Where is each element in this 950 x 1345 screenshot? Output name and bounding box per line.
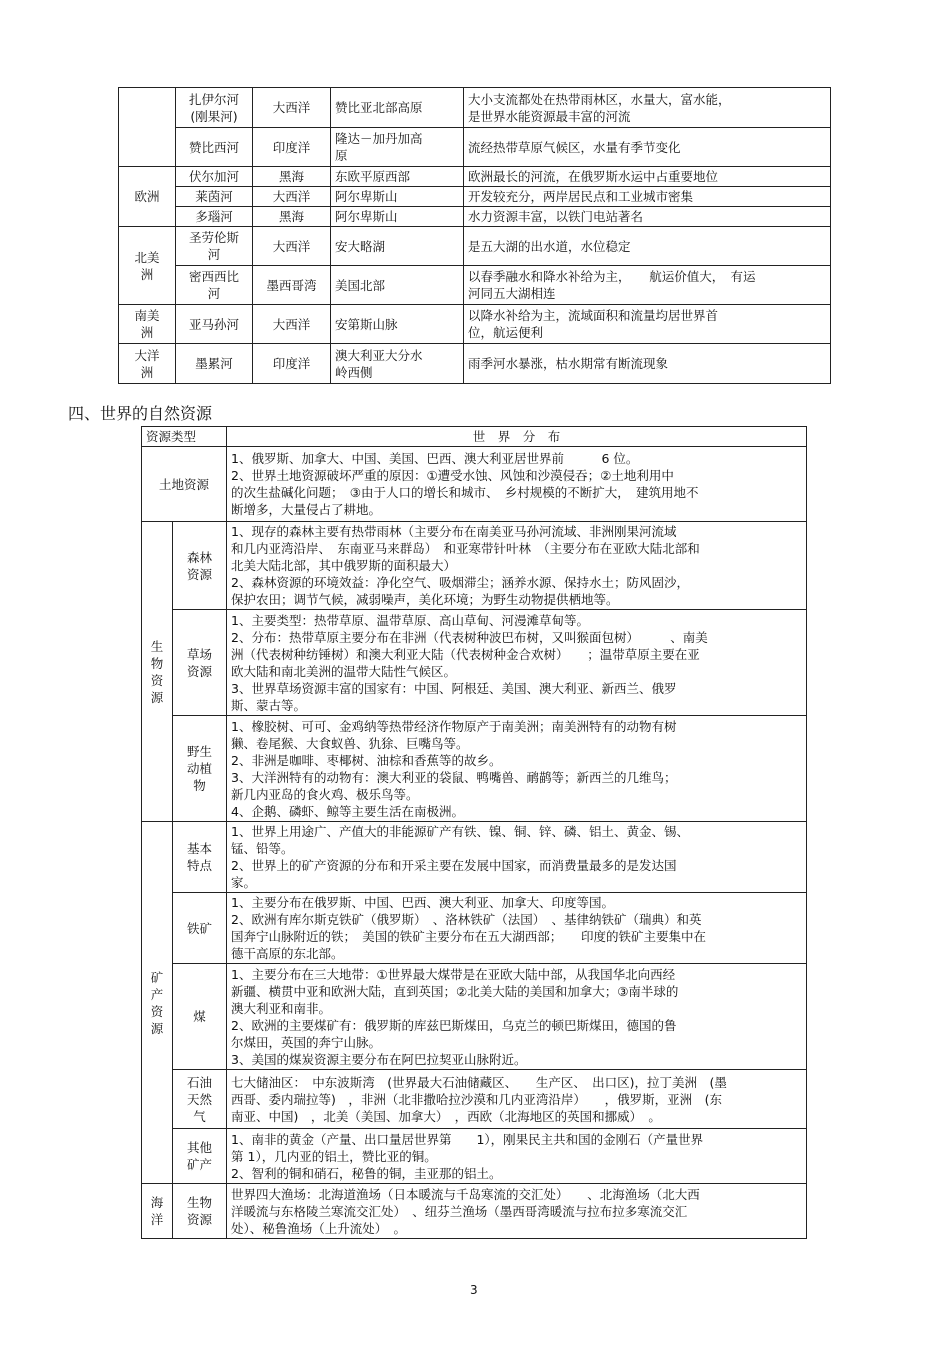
mineral-resource-label: 矿 产 资 源 (142, 822, 173, 1184)
ocean-name: 印度洋 (253, 128, 331, 167)
table-row (142, 447, 807, 522)
table-row (119, 207, 831, 227)
river-feature: 欧洲最长的河流，在俄罗斯水运中占重要地位 (464, 167, 831, 187)
table-row (142, 893, 807, 964)
ocean-name: 印度洋 (253, 344, 331, 384)
table-row (142, 716, 807, 822)
ocean-name: 黑海 (253, 167, 331, 187)
marine-bio-label: 生物 资源 (173, 1184, 227, 1239)
river-source: 赞比亚北部高原 (331, 88, 464, 128)
header-distribution: 世 界 分 布 (227, 427, 807, 447)
table-row (142, 1184, 807, 1239)
region-cell: 大洋 洲 (119, 344, 176, 384)
river-source: 安大略湖 (331, 227, 464, 266)
marine-bio-text: 世界四大渔场：北海道渔场（日本暖流与千岛寒流的交汇处） 、北海渔场（北大西 洋暖流与东格陵兰寒流交汇处） 、纽芬兰渔场（墨西哥湾暖流与拉布拉多寒流交汇 处）、秘鲁渔场（上升流处） 。 (227, 1184, 807, 1239)
table-row (142, 522, 807, 610)
ocean-name: 大西洋 (253, 88, 331, 128)
river-source: 安第斯山脉 (331, 305, 464, 344)
table-row (119, 227, 831, 266)
forest-text: 1、现存的森林主要有热带雨林（主要分布在南美亚马孙河流域、非洲刚果河流域 和几内亚湾沿岸、 东南亚马来群岛） 和亚寒带针叶林 （主要分布在亚欧大陆北部和 北美大陆北部，其中俄罗斯的面积最大） 2、森林资源的环境效益：净化空气、吸烟滞尘；涵养水源、保持水土；防风固沙， 保护农田；调节气候，减弱噪声，美化环境；为野生动物提供栖地等。 (227, 522, 807, 610)
section-heading: 四、世界的自然资源 (68, 404, 213, 423)
river-source: 美国北部 (331, 266, 464, 305)
table-row (119, 266, 831, 305)
grassland-text: 1、主要类型：热带草原、温带草原、高山草甸、河漫滩草甸等。 2、分布：热带草原主要分布在非洲（代表树种波巴布树，又叫猴面包树） 、南美 洲（代表树种纺锤树）和澳大利亚大陆（代表树种金合欢树） ；温带草原主要在亚 欧大陆和南北美洲的温带大陆性气候区。 3、世界草场资源丰富的国家有：中国、阿根廷、美国、澳大利亚、新西兰、俄罗 斯、蒙古等。 (227, 610, 807, 716)
table-row (142, 610, 807, 716)
iron-text: 1、主要分布在俄罗斯、中国、巴西、澳大利亚、加拿大、印度等国。 2、欧洲有库尔斯克铁矿（俄罗斯） 、洛林铁矿（法国） 、基律纳铁矿（瑞典）和英 国奔宁山脉附近的铁； 美国的铁矿主要分布在五大湖西部； 印度的铁矿主要集中在 德干高原的东北部。 (227, 893, 807, 964)
forest-label: 森林 资源 (173, 522, 227, 610)
river-name: 扎伊尔河 (刚果河) (176, 88, 253, 128)
table-row (119, 128, 831, 167)
region-cell (119, 88, 176, 167)
mineral-basic-label: 基本 特点 (173, 822, 227, 893)
table-row (119, 344, 831, 384)
river-name: 亚马孙河 (176, 305, 253, 344)
river-name: 赞比西河 (176, 128, 253, 167)
river-name: 密西西比 河 (176, 266, 253, 305)
river-name: 圣劳伦斯 河 (176, 227, 253, 266)
oil-gas-text: 七大储油区： 中东波斯湾 (世界最大石油储藏区、 生产区、 出口区)，拉丁美洲 (墨 西哥、委内瑞拉等) ，非洲（北非撒哈拉沙漠和几内亚湾沿岸） ，俄罗斯，亚洲 (东 南亚、中国) ，北美（美国、加拿大） ，西欧（北海地区的英国和挪威） 。 (227, 1070, 807, 1129)
oil-gas-label: 石油 天然 气 (173, 1070, 227, 1129)
grassland-label: 草场 资源 (173, 610, 227, 716)
bio-resource-label: 生 物 资 源 (142, 522, 173, 822)
river-name: 墨累河 (176, 344, 253, 384)
river-name: 多瑙河 (176, 207, 253, 227)
region-cell: 北美 洲 (119, 227, 176, 305)
rivers-table (118, 87, 831, 384)
river-feature: 开发较充分，两岸居民点和工业城市密集 (464, 187, 831, 207)
wildlife-label: 野生 动植 物 (173, 716, 227, 822)
coal-text: 1、主要分布在三大地带：①世界最大煤带是在亚欧大陆中部，从我国华北向西经 新疆、横贯中亚和欧洲大陆，直到英国；②北美大陆的美国和加拿大；③南半球的 澳大利亚和南非。 2、欧洲的主要煤矿有：俄罗斯的库兹巴斯煤田，乌克兰的顿巴斯煤田，德国的鲁 尔煤田，英国的奔宁山脉。 3、美国的煤炭资源主要分布在阿巴拉契亚山脉附近。 (227, 964, 807, 1070)
other-mineral-label: 其他 矿产 (173, 1129, 227, 1184)
ocean-name: 黑海 (253, 207, 331, 227)
river-name: 莱茵河 (176, 187, 253, 207)
wildlife-text: 1、橡胶树、可可、金鸡纳等热带经济作物原产于南美洲；南美洲特有的动物有树 獭、卷尾猴、大食蚁兽、犰狳、巨嘴鸟等。 2、非洲是咖啡、枣椰树、油棕和香蕉等的故乡。 3、大洋洲特有的动物有：澳大利亚的袋鼠、鸭嘴兽、鸸鹋等；新西兰的几维鸟； 新几内亚岛的食火鸡、极乐鸟等。 4、企鹅、磷虾、鲸等主要生活在南极洲。 (227, 716, 807, 822)
table-row (142, 822, 807, 893)
river-name: 伏尔加河 (176, 167, 253, 187)
ocean-resource-label: 海 洋 (142, 1184, 173, 1239)
river-source: 东欧平原西部 (331, 167, 464, 187)
river-feature: 大小支流都处在热带雨林区，水量大，富水能， 是世界水能资源最丰富的河流 (464, 88, 831, 128)
region-cell: 南美 洲 (119, 305, 176, 344)
coal-label: 煤 (173, 964, 227, 1070)
table-row (119, 88, 831, 128)
mineral-basic-text: 1、世界上用途广、产值大的非能源矿产有铁、镍、铜、锌、磷、铝土、黄金、锡、 锰、铅等。 2、世界上的矿产资源的分布和开采主要在发展中国家，而消费量最多的是发达国 家。 (227, 822, 807, 893)
table-row (142, 1070, 807, 1129)
river-source: 阿尔卑斯山 (331, 207, 464, 227)
table-row (119, 305, 831, 344)
page-number: 3 (470, 1283, 478, 1297)
river-feature: 雨季河水暴涨，枯水期常有断流现象 (464, 344, 831, 384)
river-feature: 流经热带草原气候区，水量有季节变化 (464, 128, 831, 167)
river-feature: 水力资源丰富，以铁门电站著名 (464, 207, 831, 227)
table-header-row (142, 427, 807, 447)
ocean-name: 大西洋 (253, 187, 331, 207)
table-row (119, 187, 831, 207)
river-source: 澳大利亚大分水 岭西侧 (331, 344, 464, 384)
iron-label: 铁矿 (173, 893, 227, 964)
river-feature: 以降水补给为主，流域面积和流量均居世界首 位，航运便利 (464, 305, 831, 344)
table-row (142, 1129, 807, 1184)
region-cell: 欧洲 (119, 167, 176, 227)
header-resource-type: 资源类型 (142, 427, 227, 447)
ocean-name: 大西洋 (253, 305, 331, 344)
land-resource-text: 1、俄罗斯、加拿大、中国、美国、巴西、澳大利亚居世界前 6 位。 2、世界土地资源破坏严重的原因：①遭受水蚀、风蚀和沙漠侵吞；②土地利用中 的次生盐碱化问题； ③由于人口的增长和城市、 乡村规模的不断扩大， 建筑用地不 断增多，大量侵占了耕地。 (227, 447, 807, 522)
ocean-name: 墨西哥湾 (253, 266, 331, 305)
river-source: 隆达－加丹加高 原 (331, 128, 464, 167)
ocean-name: 大西洋 (253, 227, 331, 266)
river-feature: 以春季融水和降水补给为主， 航运价值大， 有运 河同五大湖相连 (464, 266, 831, 305)
river-source: 阿尔卑斯山 (331, 187, 464, 207)
table-row (142, 964, 807, 1070)
table-row (119, 167, 831, 187)
resources-table (141, 426, 807, 1239)
river-feature: 是五大湖的出水道，水位稳定 (464, 227, 831, 266)
land-resource-label: 土地资源 (142, 447, 227, 522)
other-mineral-text: 1、南非的黄金（产量、出口量居世界第 1），刚果民主共和国的金刚石（产量世界 第 1），几内亚的铝土，赞比亚的铜。 2、智利的铜和硝石，秘鲁的铜，圭亚那的铝土。 (227, 1129, 807, 1184)
